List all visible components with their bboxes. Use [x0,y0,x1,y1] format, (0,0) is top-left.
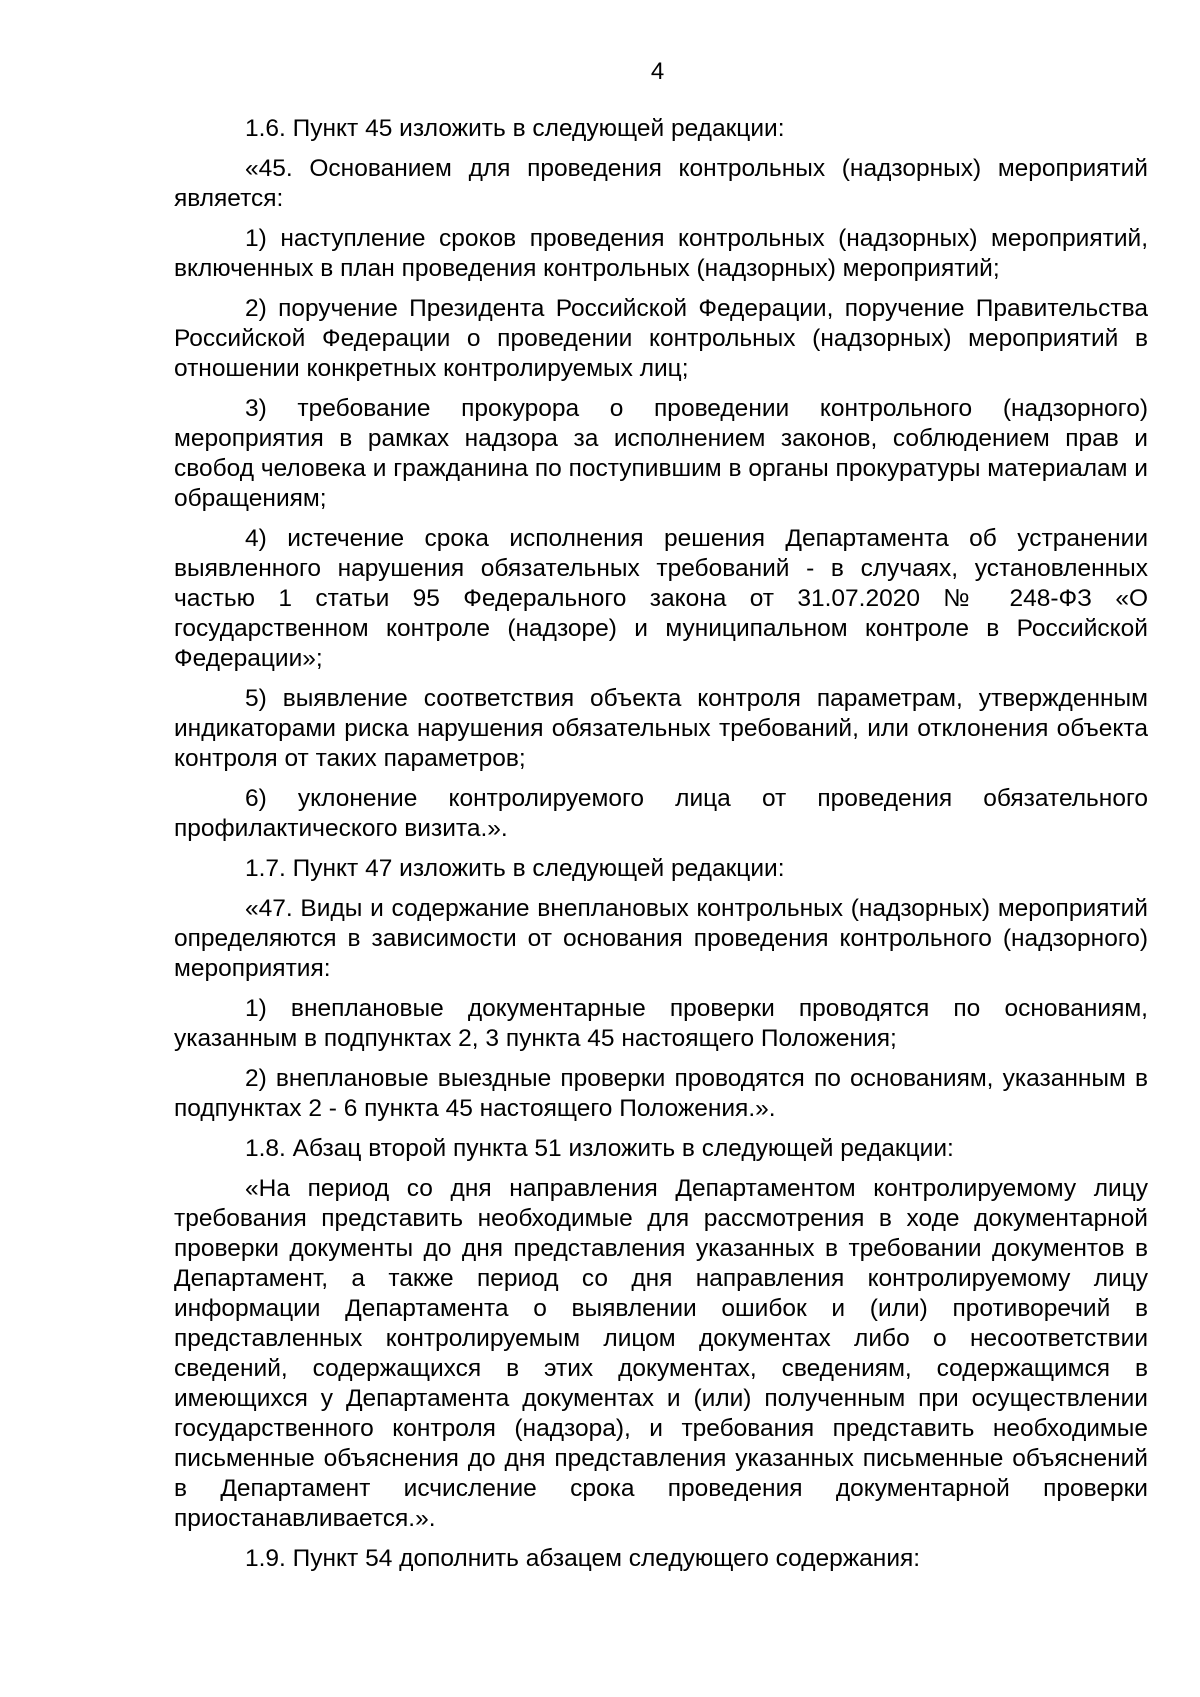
paragraph-1-9: 1.9. Пункт 54 дополнить абзацем следующего содержания: [245,1545,921,1572]
paragraph-47-item-1: 1) внеплановые документарные проверки проводятся по основаниям, указанным в подпунктах 2, 3 пункта 45 настоящего Положения; [174,995,1148,1052]
paragraph-45-item-1: 1) наступление сроков проведения контрольных (надзорных) мероприятий, включенных в план проведения контрольных (надзорных) мероприятий; [174,225,1148,282]
paragraph-45-item-3: 3) требование прокурора о проведении контрольного (надзорного) мероприятия в рамках надзора за исполнением законов, соблюдением прав и свобод человека и гражданина по поступившим в органы прокуратуры материалам и обращениям; [174,395,1148,512]
document-body [174,114,1148,1584]
paragraph-51-text: «На период со дня направления Департаментом контролируемому лицу требования представить необходимые для рассмотрения в ходе документарной проверки документы до дня представления указанных в требовании документов в Департамент, а также период со дня направления контролируемому лицу информации Департамента о выявлении ошибок и (или) противоречий в представленных контролируемым лицом документах либо о несоответствии сведений, содержащихся в этих документах, сведениям, содержащимся в имеющихся у Департамента документах и (или) полученным при осуществлении государственного контроля (надзора), и требования представить необходимые письменные объяснения до дня представления указанных письменные объяснений в Департамент исчисление срока проведения документарной проверки приостанавливается.». [174,1175,1148,1532]
paragraph-45-item-6: 6) уклонение контролируемого лица от проведения обязательного профилактического визита.». [174,785,1148,842]
paragraph-45-item-2: 2) поручение Президента Российской Федерации, поручение Правительства Российской Федерации о проведении контрольных (надзорных) мероприятий в отношении конкретных контролируемых лиц; [174,295,1148,382]
paragraph-47-item-2: 2) внеплановые выездные проверки проводятся по основаниям, указанным в подпунктах 2 - 6 пункта 45 настоящего Положения.». [174,1065,1148,1122]
paragraph-45-intro: «45. Основанием для проведения контрольных (надзорных) мероприятий является: [174,155,1148,212]
paragraph-45-item-4: 4) истечение срока исполнения решения Департамента об устранении выявленного нарушения обязательных требований - в случаях, установленных частью 1 статьи 95 Федерального закона от 31.07.2020 № 248-ФЗ «О государственном контроле (надзоре) и муниципальном контроле в Российской Федерации»; [174,525,1148,672]
paragraph-45-item-5: 5) выявление соответствия объекта контроля параметрам, утвержденным индикаторами риска нарушения обязательных требований, или отклонения объекта контроля от таких параметров; [174,685,1148,772]
paragraph-1-8: 1.8. Абзац второй пункта 51 изложить в следующей редакции: [245,1135,954,1162]
paragraph-47-intro: «47. Виды и содержание внеплановых контрольных (надзорных) мероприятий определяются в зависимости от основания проведения контрольного (надзорного) мероприятия: [174,895,1148,982]
paragraph-1-7: 1.7. Пункт 47 изложить в следующей редакции: [245,855,785,882]
page-number: 4 [650,58,665,85]
paragraph-1-6: 1.6. Пункт 45 изложить в следующей редакции: [245,115,785,142]
